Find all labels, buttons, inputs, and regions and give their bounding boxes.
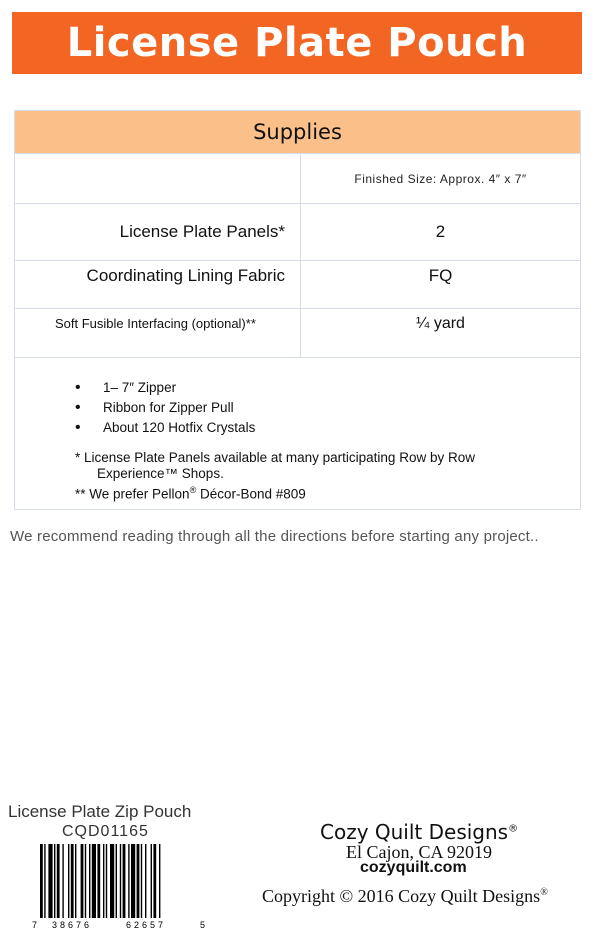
supply-qty: 2: [435, 222, 446, 241]
registered-mark: ®: [508, 823, 519, 835]
registered-mark: ®: [540, 887, 548, 898]
company-website: cozyquilt.com: [360, 859, 467, 876]
supply-notes: [15, 357, 580, 503]
supply-item: Soft Fusible Interfacing (optional)**: [15, 309, 301, 357]
product-code: CQD01165: [62, 823, 149, 840]
supply-qty: FQ: [428, 266, 453, 285]
copyright: [262, 886, 548, 907]
company-city: El Cajon, CA 92019: [346, 842, 493, 862]
copyright-text: Copyright © 2016 Cozy Quilt Designs: [262, 886, 541, 906]
supplies-table: [14, 110, 581, 510]
page-title: License Plate Pouch: [66, 20, 528, 66]
recommendation-text: We recommend reading through all the directions before starting any project..: [10, 528, 539, 545]
footnote-interfacing: [75, 482, 580, 503]
supply-bullets: [75, 378, 580, 438]
registered-mark: ®: [189, 485, 197, 495]
supply-item: Coordinating Lining Fabric: [15, 261, 301, 308]
barcode-digits: 38676: [52, 920, 93, 930]
footnote-text: ** We prefer Pellon: [75, 486, 190, 502]
footnote-panels: [75, 450, 545, 482]
supplies-header: Supplies: [15, 111, 580, 153]
bullet-item: • About 120 Hotfix Crystals: [75, 418, 580, 438]
footnote-line: Experience™ Shops.: [97, 466, 224, 481]
supply-row: [15, 260, 580, 308]
bullet-item: • 1– 7″ Zipper: [75, 378, 580, 398]
empty-cell: [15, 154, 301, 203]
supply-row: [15, 308, 580, 357]
title-banner: [12, 12, 582, 74]
supply-qty: ¼ yard: [416, 315, 465, 332]
bullet-item: • Ribbon for Zipper Pull: [75, 398, 580, 418]
finished-size-row: [15, 153, 580, 203]
barcode-digit: 7: [32, 920, 38, 930]
barcode-digits: 62657: [126, 920, 167, 930]
company-name: [320, 820, 518, 844]
barcode-digit: 5: [200, 920, 206, 930]
footnote-text: Décor-Bond #809: [196, 486, 306, 502]
company-name-text: Cozy Quilt Designs: [320, 820, 509, 844]
supply-item: License Plate Panels*: [15, 204, 301, 260]
supply-row: [15, 203, 580, 260]
product-name: License Plate Zip Pouch: [8, 802, 192, 821]
finished-size: Finished Size: Approx. 4″ x 7″: [354, 171, 527, 186]
footnote-line: * License Plate Panels available at many participating Row by Row: [75, 450, 475, 465]
